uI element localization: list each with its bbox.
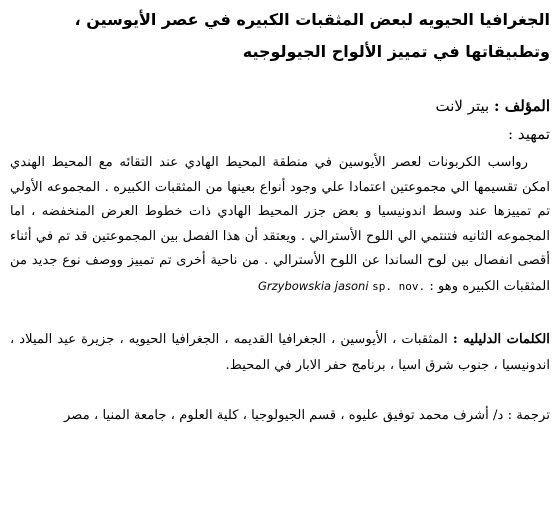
intro-heading: تمهيد : bbox=[508, 125, 550, 143]
author-name: بيتر لانت bbox=[435, 97, 490, 115]
translation-label: ترجمة : bbox=[507, 408, 550, 423]
translation-text: د/ أشرف محمد توفيق عليوه ، قسم الجيولوجيا ، كلية العلوم ، جامعة المنيا ، مصر bbox=[64, 408, 504, 423]
keywords-paragraph bbox=[10, 327, 550, 379]
species-name: Grzybowskia jasoni bbox=[257, 278, 369, 293]
author-line bbox=[10, 96, 550, 116]
translation-line bbox=[10, 406, 550, 426]
species-name-block bbox=[258, 279, 425, 293]
species-suffix: sp. nov. bbox=[372, 279, 426, 293]
keywords-text: المثقبات ، الأيوسين ، الجغرافيا القديمه ، الجغرافيا الحيويه ، جزيرة عيد الميلاد ، اندونيسيا ، جنوب شرق اسيا ، برنامج حفر الابار في المحيط. bbox=[10, 332, 550, 373]
document-title: الجغرافيا الحيويه لبعض المثقبات الكبيره في عصر الأيوسين ، وتطبيقاتها في تمييز الألواح الجيولوجيه bbox=[74, 10, 550, 61]
keywords-label: الكلمات الدليليه : bbox=[452, 332, 550, 347]
abstract-text: رواسب الكربونات لعصر الأيوسين في منطقة المحيط الهادي عند التقائه مع المحيط الهندي امكن تقسيمها الي مجموعتين اعتمادا علي وجود أنواع بعينها من المثقبات الكبيره . المجموعه الأولي تم تمييزها عند وسط اندونيسيا و بعض جزر المحيط الهادي ذات خطوط العرض المنخفضه ، اما المجموعه الثانيه فتنتمي الي اللوح الأسترالي . ويعتقد أن هذا الفصل بين المجموعتين قد تم في أثناء أقصى انفصال بين لوح الساندا عن اللوح الأسترالي . من ناحية أخرى تم تمييز ووصف نوع جديد من المثقبات الكبيره وهو : bbox=[10, 155, 550, 294]
abstract-paragraph bbox=[10, 151, 550, 299]
author-label: المؤلف : bbox=[493, 97, 550, 115]
